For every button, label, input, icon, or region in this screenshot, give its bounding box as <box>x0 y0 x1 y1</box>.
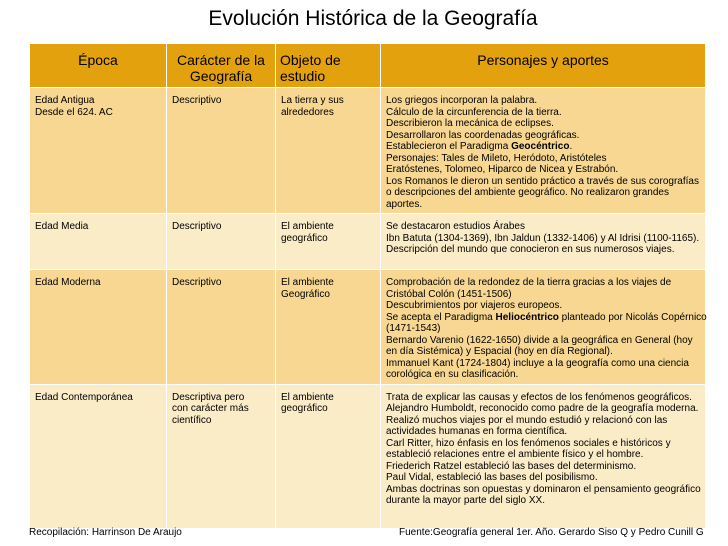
cell-line: Edad Media <box>35 221 89 232</box>
cell-epoca <box>30 384 167 528</box>
cell-line <box>386 233 701 245</box>
cell-line <box>386 277 701 289</box>
cell-objeto <box>276 270 381 385</box>
line-text: Comprobación de la redondez de la tierra gracias a los viajes de <box>386 277 672 288</box>
line-text: Establecieron el Paradigma <box>386 141 512 152</box>
line-text: Immanuel Kant (1724-1804) incluye a la geografía como una ciencia <box>386 357 689 369</box>
cell-caracter <box>167 384 276 528</box>
table-row <box>30 214 706 270</box>
cell-line <box>386 176 701 188</box>
cell-epoca <box>30 214 167 270</box>
paradigm-term: Geocéntrico <box>511 141 570 152</box>
line-text: estableció relaciones entre el ambiente físico y el hombre. <box>386 449 644 460</box>
line-text: Los Romanos le dieron un sentido práctico a través de sus corografías <box>386 175 699 187</box>
line-text: Desarrollaron las coordenadas geográficas. <box>386 129 580 141</box>
cell-line: geográfico <box>281 403 328 414</box>
cell-caracter <box>167 88 276 214</box>
page-title: Evolución Histórica de la Geografía <box>208 7 538 30</box>
line-text: Bernardo Varenio (1622-1650) divide a la geográfica en General (hoy <box>386 334 693 346</box>
table-row <box>30 88 706 214</box>
cell-line <box>386 415 701 427</box>
cell-line <box>386 187 701 199</box>
cell-caracter <box>167 214 276 270</box>
cell-line <box>386 221 701 233</box>
line-text: o descripciones del ambiente geográfico. No realizaron grandes <box>386 187 669 198</box>
line-text: Paul Vidal, estableció las bases del posibilismo. <box>386 472 598 483</box>
cell-line: con carácter más <box>172 403 249 414</box>
cell-line <box>386 118 701 130</box>
line-text: Trata de explicar las causas y efectos de los fenómenos geográficos. <box>386 391 692 403</box>
cell-line <box>386 403 701 415</box>
cell-line <box>386 300 701 312</box>
cell-epoca <box>30 88 167 214</box>
cell-line <box>386 426 701 438</box>
table-header-row <box>30 44 706 88</box>
line-text: en día Sistémica) y Espacial (hoy en día Regional). <box>386 346 613 357</box>
cell-objeto <box>276 214 381 270</box>
cell-line <box>386 311 707 324</box>
cell-line <box>386 107 701 119</box>
cell-line <box>386 495 701 507</box>
line-text: Se destacaron estudios Árabes <box>386 221 525 232</box>
cell-line: alrededores <box>281 106 334 118</box>
line-text: durante la mayor parte del siglo XX. <box>386 495 545 506</box>
cell-line: El ambiente <box>281 221 334 232</box>
footer-source: Fuente:Geografía general 1er. Año. Gerardo Siso Q y Pedro Cunill G <box>399 527 704 538</box>
header-epoca: Época <box>30 44 167 88</box>
cell-line: Descriptiva pero <box>172 391 245 403</box>
line-text: Friederich Ratzel estableció las bases del determinismo. <box>386 460 637 472</box>
cell-line <box>386 392 701 404</box>
header-personajes: Personajes y aportes <box>381 44 706 88</box>
cell-epoca <box>30 270 167 385</box>
cell-objeto <box>276 384 381 528</box>
cell-line <box>386 346 701 358</box>
cell-line <box>386 153 701 165</box>
cell-line: Descriptivo <box>172 277 222 288</box>
cell-line <box>386 289 701 301</box>
line-text: Personajes: Tales de Mileto, Heródoto, Aristóteles <box>386 152 607 164</box>
cell-line <box>386 484 701 496</box>
cell-line: científico <box>172 414 212 426</box>
cell-line <box>386 164 701 176</box>
cell-line <box>386 438 701 450</box>
line-text: Se acepta el Paradigma <box>386 311 496 323</box>
cell-line: Descriptivo <box>172 221 222 232</box>
line-text: Describieron la mecánica de eclipses. <box>386 118 554 129</box>
cell-line: La tierra y sus <box>281 95 344 106</box>
cell-line: Desde el 624. AC <box>35 106 113 118</box>
cell-objeto <box>276 88 381 214</box>
cell-line <box>386 130 701 142</box>
cell-personajes <box>381 88 706 214</box>
cell-line: Descriptivo <box>172 95 222 106</box>
line-text: Ambas doctrinas son opuestas y dominaron el pensamiento geográfico <box>386 483 701 495</box>
table-row <box>30 384 706 528</box>
paradigm-term: Heliocéntrico <box>495 311 559 323</box>
cell-line <box>386 244 701 256</box>
line-text: Los griegos incorporan la palabra. <box>386 95 538 106</box>
cell-line <box>386 141 701 153</box>
line-text: Cálculo de la circunferencia de la tierra. <box>386 106 562 118</box>
cell-line <box>386 461 701 473</box>
line-text: aportes. <box>386 198 423 210</box>
line-text: Ibn Batuta (1304-1369), Ibn Jaldun (1332-1406) y Al Idrisi (1100-1165). <box>386 232 700 244</box>
line-text-after: . <box>569 141 573 152</box>
line-text: actividades humanas en forma científica. <box>386 426 568 437</box>
cell-line <box>386 449 701 461</box>
cell-line: Edad Contemporánea <box>35 391 133 403</box>
header-objeto: Objeto de estudio <box>276 44 381 88</box>
table-row <box>30 270 706 385</box>
cell-line <box>386 335 701 347</box>
footer-compiler: Recopilación: Harrinson De Araujo <box>29 527 182 538</box>
cell-personajes <box>381 214 706 270</box>
cell-personajes <box>381 270 706 385</box>
line-text: Descubrimientos por viajeros europeos. <box>386 300 563 311</box>
line-text: Cristóbal Colón (1451-1506) <box>386 288 512 300</box>
line-text: Descripción del mundo que conocieron en sus numerosos viajes. <box>386 244 675 255</box>
cell-line: El ambiente <box>281 391 334 403</box>
cell-caracter <box>167 270 276 385</box>
line-text-after: planteado por Nicolás Copérnico <box>558 311 707 323</box>
cell-line <box>386 472 701 484</box>
line-text: Eratóstenes, Tolomeo, Hiparco de Nicea y Estrabón. <box>386 164 619 175</box>
cell-line: Geográfico <box>281 288 330 300</box>
line-text: Alejandro Humboldt, reconocido como padre de la geografía moderna. <box>386 403 699 414</box>
cell-line <box>386 95 701 107</box>
line-text: Carl Ritter, hizo énfasis en los fenómenos sociales e históricos y <box>386 437 671 449</box>
line-text: corológica en su clasificación. <box>386 369 519 380</box>
cell-personajes <box>381 384 706 528</box>
line-text: (1471-1543) <box>386 323 441 334</box>
cell-line <box>386 199 701 211</box>
cell-line: geográfico <box>281 232 328 244</box>
cell-line: Edad Antigua <box>35 95 95 106</box>
history-table <box>29 43 706 529</box>
header-caracter: Carácter de la Geografía <box>167 44 276 88</box>
cell-line: Edad Moderna <box>35 277 101 288</box>
cell-line <box>386 358 701 370</box>
cell-line <box>386 323 701 335</box>
line-text: Realizó muchos viajes por el mundo estudió y relacionó con las <box>386 414 668 426</box>
cell-line <box>386 369 701 381</box>
table-body <box>30 88 706 529</box>
cell-line: El ambiente <box>281 277 334 288</box>
